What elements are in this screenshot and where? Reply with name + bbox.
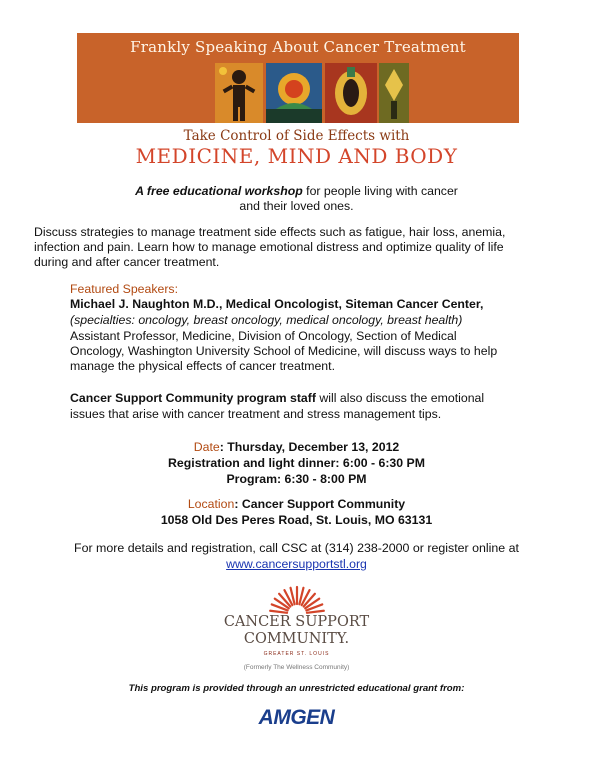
speaker-bio-line-1: Assistant Professor, Medicine, Division of Oncology, Section of Medical: [70, 329, 457, 343]
artwork-panel: [215, 63, 263, 123]
grant-statement: This program is provided through an unrestricted educational grant from:: [128, 683, 465, 694]
banner-title: Frankly Speaking About Cancer Treatment: [130, 38, 466, 56]
artwork-panel: [266, 63, 322, 123]
date-value: : Thursday, December 13, 2012: [219, 440, 400, 454]
speakers-heading: Featured Speakers:: [70, 282, 179, 296]
logo-text-line-2: COMMUNITY.: [243, 631, 350, 647]
contact-line: For more details and registration, call CSC at (314) 238-2000 or register online at: [74, 541, 519, 555]
artwork-panel: [379, 63, 409, 123]
sponsor-logo: AMGEN: [258, 706, 335, 729]
description-line-1: Discuss strategies to manage treatment side effects such as fatigue, hair loss, anemia,: [34, 225, 506, 239]
staff-text: will also discuss the emotional: [315, 391, 485, 405]
date-label: Date: [193, 440, 220, 454]
description-line-2: infection and pain. Learn how to manage emotional distress and optimize quality of life: [34, 240, 504, 254]
logo-text-line-1: CANCER SUPPORT: [223, 614, 370, 630]
sunburst-icon: [262, 584, 332, 614]
intro-line-1: [0, 184, 593, 199]
staff-highlight: Cancer Support Community program staff: [70, 391, 316, 405]
event-program: Program: 6:30 - 8:00 PM: [226, 472, 367, 486]
subtitle-line-2: MEDICINE, MIND AND BODY: [135, 144, 458, 168]
location-name: : Cancer Support Community: [234, 497, 406, 511]
staff-line-2: issues that arise with cancer treatment and stress management tips.: [70, 407, 442, 421]
subtitle-line-1: Take Control of Side Effects with: [183, 128, 410, 144]
staff-line-1: [70, 391, 484, 406]
speaker-name: Michael J. Naughton M.D., Medical Oncologist, Siteman Cancer Center,: [70, 297, 484, 311]
location-label: Location: [187, 497, 235, 511]
cancer-support-community-logo: [0, 584, 593, 674]
contact-link-row: [0, 557, 593, 572]
location-line-1: [0, 497, 593, 512]
intro-text: for people living with cancer: [302, 184, 458, 198]
intro-highlight: A free educational workshop: [135, 184, 303, 198]
speaker-bio-line-2: Oncology, Washington University School of Medicine, will discuss ways to help: [70, 344, 498, 358]
artwork-panel: [325, 63, 377, 123]
location-address: 1058 Old Des Peres Road, St. Louis, MO 63131: [160, 513, 433, 527]
logo-text-line-4: (Formerly The Wellness Community): [243, 664, 350, 671]
speaker-bio-line-3: manage the physical effects of cancer treatment.: [70, 359, 335, 373]
logo-text-line-3: GREATER ST. LOUIS: [263, 651, 330, 657]
website-link[interactable]: www.cancersupportstl.org: [226, 557, 367, 571]
event-date: [0, 440, 593, 455]
description-line-3: during and after cancer treatment.: [34, 255, 220, 269]
event-registration: Registration and light dinner: 6:00 - 6:30 PM: [168, 456, 425, 470]
speaker-specialties: (specialties: oncology, breast oncology, medical oncology, breast health): [70, 313, 463, 327]
header-banner: [77, 33, 519, 123]
intro-line-2: and their loved ones.: [239, 199, 354, 213]
